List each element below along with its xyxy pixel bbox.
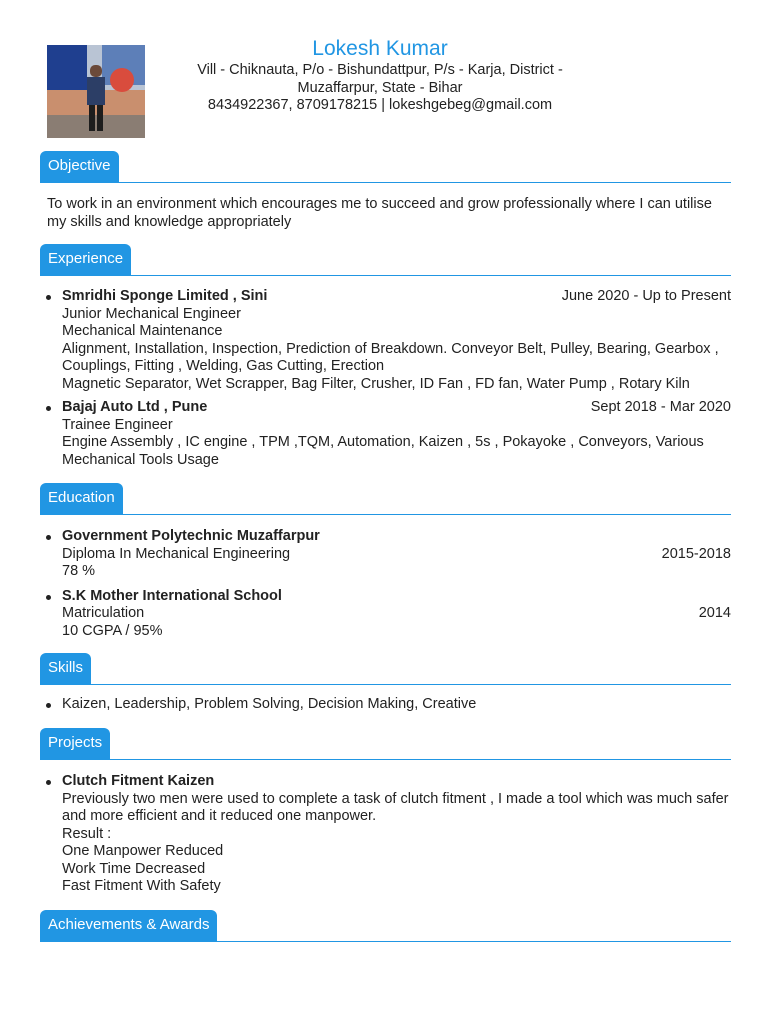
experience-item: [40, 399, 731, 469]
education-header: [40, 483, 731, 515]
objective-title: Objective: [40, 151, 119, 183]
project-name: Clutch Fitment Kaizen: [62, 773, 215, 789]
objective-section: [40, 151, 731, 231]
job-role: Trainee Engineer: [62, 416, 173, 433]
skills-item: Kaizen, Leadership, Problem Solving, Decision Making, Creative: [40, 696, 731, 714]
achievements-section: [40, 910, 731, 942]
address-line-1: Vill - Chiknauta, P/o - Bishundattpur, P/s - Karja, District -: [197, 62, 563, 78]
projects-header: [40, 728, 731, 760]
projects-section: [40, 728, 731, 896]
experience-list: [40, 288, 731, 469]
education-years: 2015-2018: [661, 545, 731, 562]
section-divider: [40, 759, 731, 760]
section-divider: [40, 514, 731, 515]
experience-section: [40, 244, 731, 469]
company-name: Bajaj Auto Ltd , Pune: [62, 399, 208, 415]
address-line-2: Muzaffarpur, State - Bihar: [297, 79, 463, 96]
employment-dates: Sept 2018 - Mar 2020: [590, 399, 731, 415]
projects-title: Projects: [40, 728, 110, 760]
experience-item: [40, 288, 731, 393]
profile-photo: [47, 45, 145, 138]
skills-title: Skills: [40, 653, 91, 685]
project-result: Work Time Decreased: [62, 860, 206, 877]
project-item: [40, 773, 731, 896]
project-result: Fast Fitment With Safety: [62, 878, 221, 894]
resume-header: [160, 36, 600, 115]
objective-text: To work in an environment which encourages me to succeed and grow professionally where I can utilise my skills and knowledge appropriately: [47, 196, 712, 230]
education-section: [40, 483, 731, 640]
section-divider: [40, 941, 731, 942]
section-divider: [40, 684, 731, 685]
degree: Diploma In Mechanical Engineering: [62, 545, 291, 562]
achievements-title: Achievements & Awards: [40, 910, 217, 942]
degree: Matriculation: [62, 605, 145, 621]
projects-list: [40, 773, 731, 896]
job-role: Junior Mechanical Engineer: [62, 305, 241, 322]
education-score: 78 %: [62, 563, 96, 579]
education-item: [40, 588, 731, 641]
education-list: [40, 528, 731, 640]
school-name: S.K Mother International School: [62, 587, 282, 604]
education-title: Education: [40, 483, 123, 515]
profile-photo-image: [47, 45, 145, 138]
school-name: Government Polytechnic Muzaffarpur: [62, 528, 320, 544]
education-score: 10 CGPA / 95%: [62, 622, 163, 639]
education-years: 2014: [698, 605, 731, 621]
experience-title: Experience: [40, 244, 131, 276]
contact-line: 8434922367, 8709178215 | lokeshgebeg@gmail.com: [207, 97, 553, 113]
job-detail: Mechanical Maintenance: [62, 323, 223, 339]
section-divider: [40, 275, 731, 276]
education-item: [40, 528, 731, 581]
experience-header: [40, 244, 731, 276]
job-detail: Magnetic Separator, Wet Scrapper, Bag Filter, Crusher, ID Fan , FD fan, Water Pump , Rotary Kiln: [62, 375, 690, 392]
achievements-header: [40, 910, 731, 942]
project-result-label: Result :: [62, 825, 112, 842]
employment-dates: June 2020 - Up to Present: [561, 288, 731, 304]
section-divider: [40, 182, 731, 183]
skills-header: [40, 653, 731, 685]
project-result: One Manpower Reduced: [62, 843, 224, 859]
company-name: Smridhi Sponge Limited , Sini: [62, 288, 268, 304]
objective-header: [40, 151, 731, 183]
job-detail: Engine Assembly , IC engine , TPM ,TQM, Automation, Kaizen , 5s , Pokayoke , Conveyors, Various Mechanical Tools Usage: [62, 434, 704, 468]
skills-list: [40, 696, 731, 714]
skills-section: [40, 653, 731, 714]
candidate-name: Lokesh Kumar: [312, 37, 448, 60]
project-description: Previously two men were used to complete a task of clutch fitment , I made a tool which was much safer and more efficient and it reduced one manpower.: [62, 790, 729, 824]
job-detail: Alignment, Installation, Inspection, Prediction of Breakdown. Conveyor Belt, Pulley, Bearing, Gearbox , Couplings, Fitting , Welding, Gas Cutting, Erection: [62, 340, 719, 374]
